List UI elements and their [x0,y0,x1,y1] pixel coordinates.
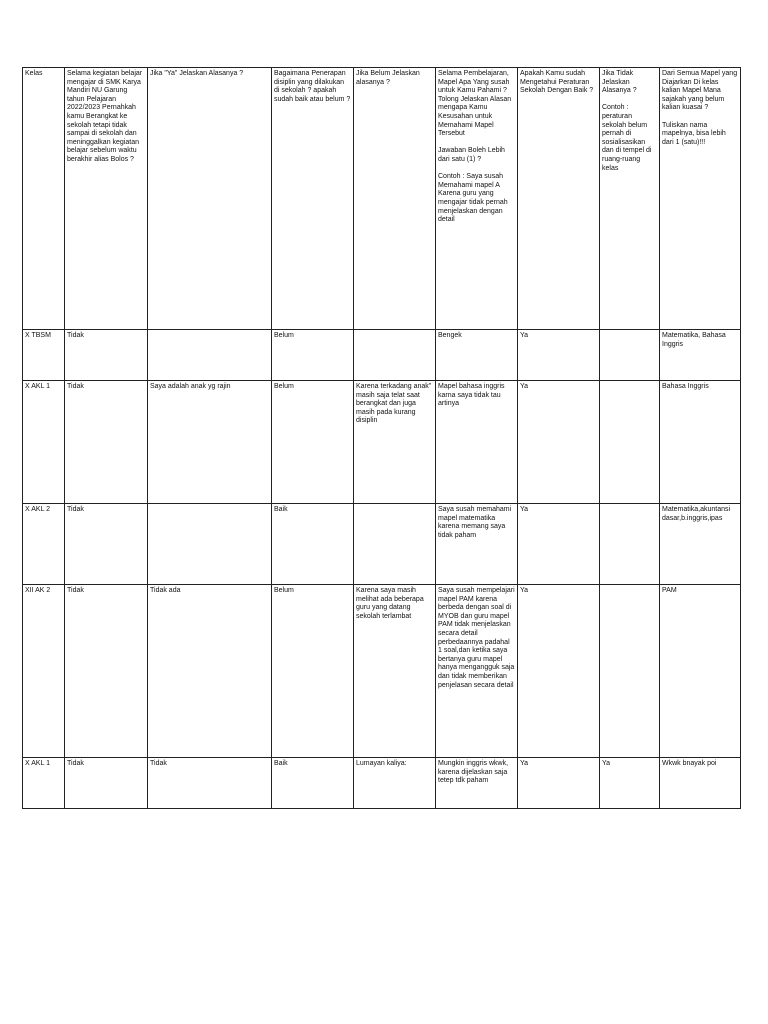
table-cell: Tidak [65,585,148,758]
table-cell: Baik [272,504,354,585]
table-cell: X AKL 1 [23,381,65,504]
table-cell: Baik [272,758,354,809]
table-cell: X AKL 2 [23,504,65,585]
table-cell: Mungkin inggris wkwk, karena dijelaskan saja tetep tdk paham [436,758,518,809]
table-cell: Tidak [65,381,148,504]
table-cell: Belum [272,381,354,504]
table-cell: Saya susah memahami mapel matematika karena memang saya tidak paham [436,504,518,585]
table-cell: X TBSM [23,330,65,381]
header-row [23,68,741,330]
header-cell-alasan-tidak: Jika Tidak Jelaskan Alasanya ? Contoh : peraturan sekolah belum pernah di sosialisasikan dan di tempel di ruang-ruang kelas [600,68,660,330]
table-cell: PAM [660,585,741,758]
table-cell: Saya susah mempelajari mapel PAM karena berbeda dengan soal di MYOB dan guru mapel PAM tidak menjelaskan secara detail perbedaannya padahal 1 soal,dan ketika saya bertanya guru mapel hanya mengangguk saja dan tidak memberikan penjelasan secara detail [436,585,518,758]
table-cell: Saya adalah anak yg rajin [148,381,272,504]
table-cell [354,504,436,585]
table-cell: Belum [272,585,354,758]
table-cell [600,585,660,758]
table-cell: X AKL 1 [23,758,65,809]
header-cell-mapel-susah: Selama Pembelajaran, Mapel Apa Yang susah untuk Kamu Pahami ? Tolong Jelaskan Alasan mengapa Kamu Kesusahan untuk Memahami Mapel Tersebut Jawaban Boleh Lebih dari satu (1) ? Contoh : Saya susah Memahami mapel A Karena guru yang mengajar tidak pernah menjelaskan dengan detail [436,68,518,330]
header-cell-bolos: Selama kegiatan belajar mengajar di SMK Karya Mandiri NU Garung tahun Pelajaran 2022/2023 Pernahkah kamu Berangkat ke sekolah tetapi tidak sampai di sekolah dan meninggalkan kegiatan belajar sebelum waktu berakhir alias Bolos ? [65,68,148,330]
table-cell: Mapel bahasa inggris karna saya tidak tau artinya [436,381,518,504]
table-cell: Karena saya masih melihat ada beberapa guru yang datang sekolah terlambat [354,585,436,758]
table-cell: Ya [600,758,660,809]
table-cell: Ya [518,330,600,381]
table-cell: Tidak [65,504,148,585]
table-row [23,758,741,809]
table-cell: Tidak [65,758,148,809]
table-cell: Tidak ada [148,585,272,758]
table-row [23,330,741,381]
table-cell: Matematika,akuntansi dasar,b.inggris,ipas [660,504,741,585]
table-row [23,504,741,585]
header-cell-kelas: Kelas [23,68,65,330]
spreadsheet-page [22,67,741,809]
header-cell-mapel-belum: Dari Semua Mapel yang Diajarkan Di kelas kalian Mapel Mana sajakah yang belum kalian kuasai ? Tuliskan nama mapelnya, bisa lebih dari 1 (satu)!!! [660,68,741,330]
table-cell: Ya [518,381,600,504]
header-cell-peraturan: Apakah Kamu sudah Mengetahui Peraturan Sekolah Dengan Baik ? [518,68,600,330]
table-cell: Ya [518,585,600,758]
table-cell [354,330,436,381]
table-cell: Ya [518,758,600,809]
table-cell: Matematika, Bahasa Inggris [660,330,741,381]
table-cell: Tidak [148,758,272,809]
table-cell [148,330,272,381]
table-cell [600,504,660,585]
table-cell: Karena terkadang anak" masih saja telat saat berangkat dan juga masih pada kurang disiplin [354,381,436,504]
table-cell: Lumayan kaliya: [354,758,436,809]
table-cell [148,504,272,585]
table-cell [600,381,660,504]
table-cell: Wkwk bnayak poi [660,758,741,809]
table-cell: Bahasa Inggris [660,381,741,504]
table-cell: Bengek [436,330,518,381]
table-cell: Ya [518,504,600,585]
table-cell: Tidak [65,330,148,381]
header-cell-disiplin: Bagaimana Penerapan disiplin yang dilakukan di sekolah ? apakah sudah baik atau belum ? [272,68,354,330]
header-cell-alasan-belum: Jika Belum Jelaskan alasanya ? [354,68,436,330]
table-cell: XII AK 2 [23,585,65,758]
table-cell [600,330,660,381]
survey-table [22,67,741,809]
table-cell: Belum [272,330,354,381]
header-cell-alasan-ya: Jika "Ya" Jelaskan Alasanya ? [148,68,272,330]
table-row [23,585,741,758]
table-row [23,381,741,504]
